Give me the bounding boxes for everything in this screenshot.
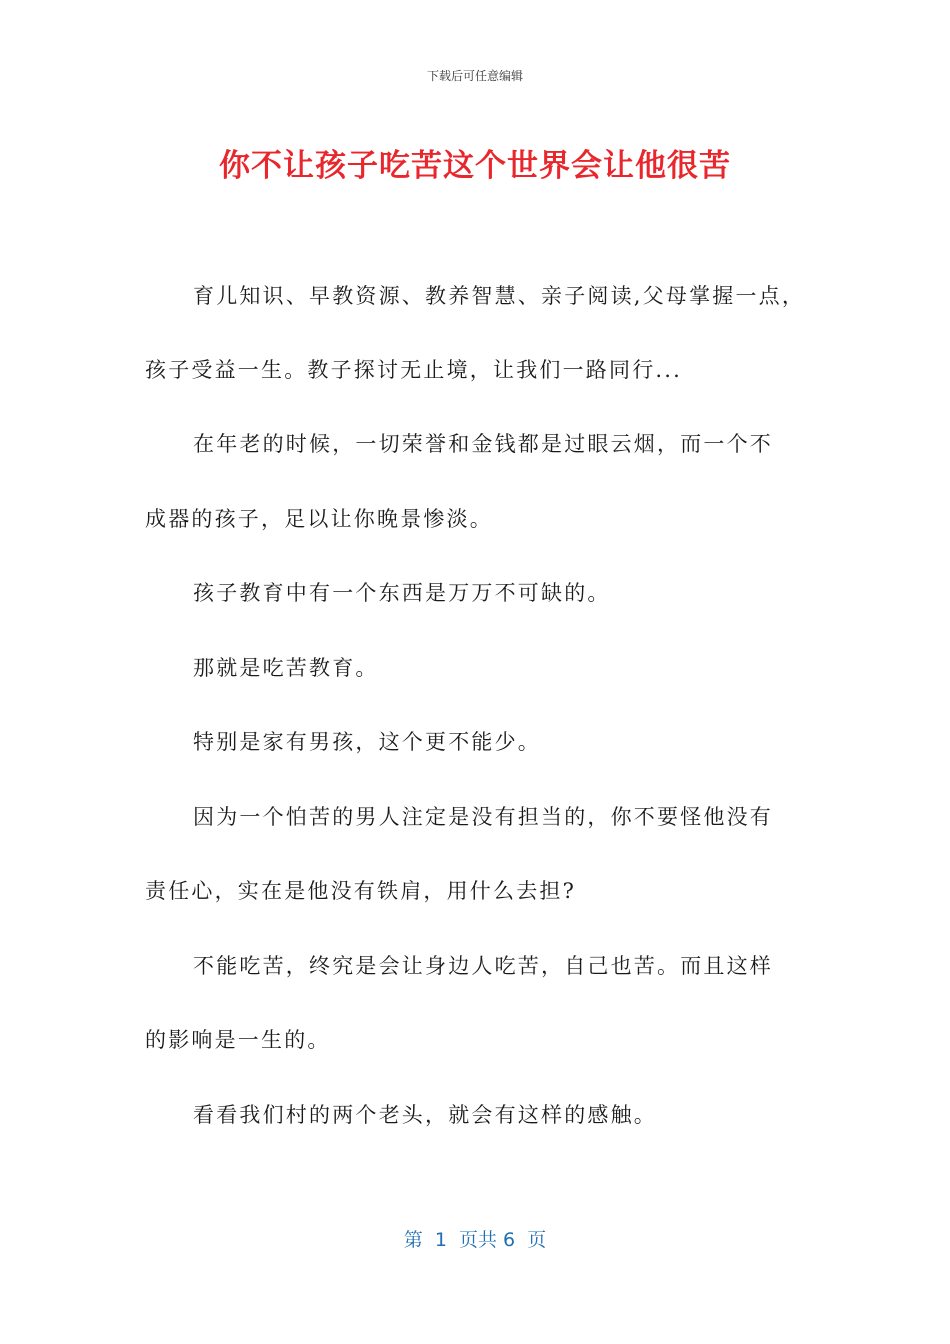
paragraph-line: 的影响是一生的。 [145, 1028, 331, 1052]
paragraph-line: 孩子受益一生。教子探讨无止境，让我们一路同行... [145, 358, 683, 382]
paragraph-line: 特别是家有男孩，这个更不能少。 [193, 730, 541, 754]
paragraph-line: 成器的孩子，足以让你晚景惨淡。 [145, 507, 493, 531]
paragraph-line: 那就是吃苦教育。 [193, 656, 379, 680]
paragraph-line: 责任心，实在是他没有铁肩，用什么去担? [145, 879, 577, 903]
paragraph-line: 育儿知识、早教资源、教养智慧、亲子阅读,父母掌握一点， [193, 284, 806, 308]
paragraph-line: 因为一个怕苦的男人注定是没有担当的，你不要怪他没有 [193, 805, 773, 829]
paragraph-line: 孩子教育中有一个东西是万万不可缺的。 [193, 581, 611, 605]
paragraph-line: 在年老的时候，一切荣誉和金钱都是过眼云烟，而一个不 [193, 432, 773, 456]
paragraph-line: 不能吃苦，终究是会让身边人吃苦，自己也苦。而且这样 [193, 954, 773, 978]
document-title: 你不让孩子吃苦这个世界会让他很苦 [219, 148, 731, 184]
page-number-footer: 第 1 页共 6 页 [403, 1229, 547, 1251]
header-note: 下载后可任意编辑 [426, 69, 523, 83]
paragraph-line: 看看我们村的两个老头，就会有这样的感触。 [193, 1103, 657, 1127]
